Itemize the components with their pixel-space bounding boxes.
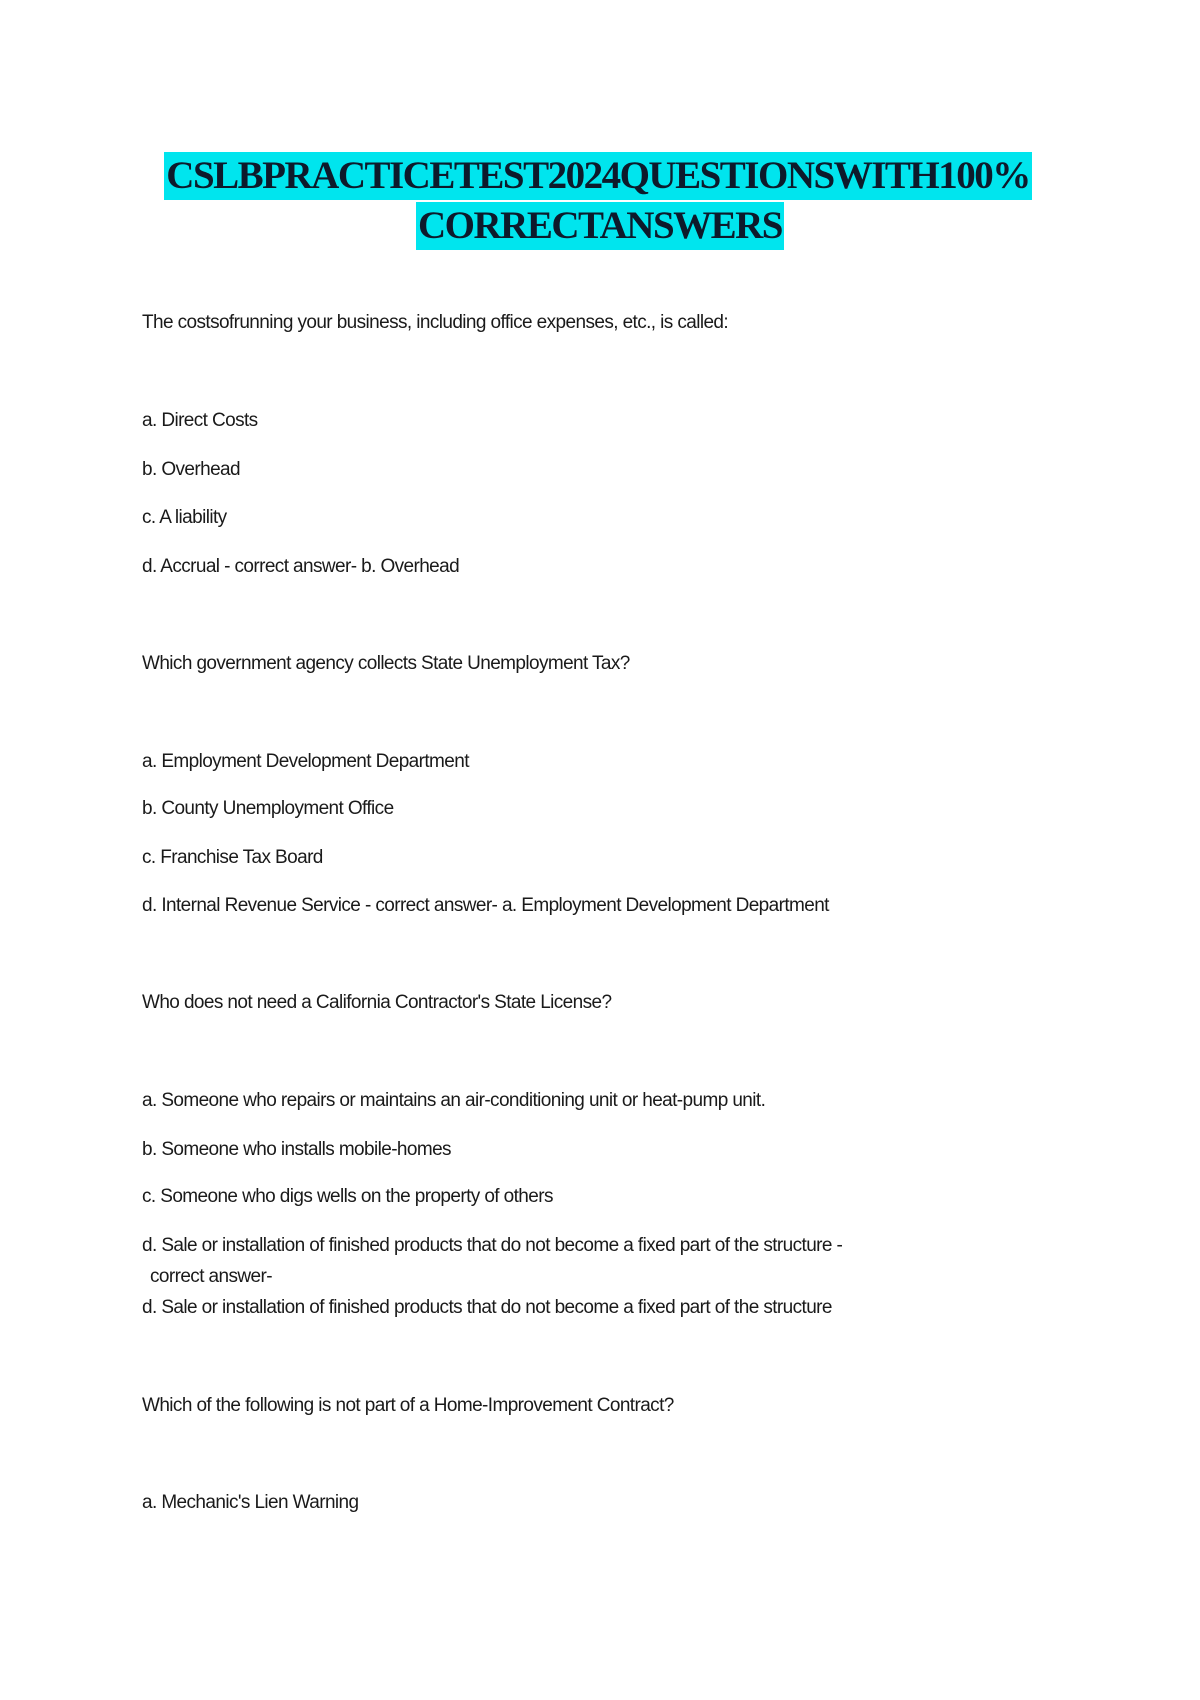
question-2-option-d: d. Internal Revenue Service - correct answer- a. Employment Development Department: [142, 895, 829, 916]
question-3-option-c: c. Someone who digs wells on the property of others: [142, 1186, 553, 1207]
question-1-option-c: c. A liability: [142, 507, 227, 528]
question-3-option-d-line-2: correct answer-: [150, 1266, 272, 1287]
question-1-text: The costsofrunning your business, including office expenses, etc., is called:: [142, 312, 729, 333]
document-title: [0, 152, 1200, 250]
question-4-option-a: a. Mechanic's Lien Warning: [142, 1492, 359, 1513]
question-2-option-c: c. Franchise Tax Board: [142, 847, 323, 868]
question-3-option-d: [142, 1230, 1042, 1323]
question-2-option-a: a. Employment Development Department: [142, 751, 469, 772]
question-4-text: Which of the following is not part of a Home-Improvement Contract?: [142, 1395, 674, 1416]
title-line-2: CORRECTANSWERS: [416, 202, 784, 250]
question-3-option-d-line-1: d. Sale or installation of finished products that do not become a fixed part of the structure -: [142, 1235, 843, 1256]
question-3-option-b: b. Someone who installs mobile-homes: [142, 1139, 451, 1160]
question-3-option-d-line-3: d. Sale or installation of finished products that do not become a fixed part of the structure: [142, 1297, 832, 1318]
question-2-text: Which government agency collects State Unemployment Tax?: [142, 653, 630, 674]
question-2-option-b: b. County Unemployment Office: [142, 798, 394, 819]
question-3-option-a: a. Someone who repairs or maintains an air-conditioning unit or heat-pump unit.: [142, 1090, 766, 1111]
question-1-option-a: a. Direct Costs: [142, 410, 258, 431]
question-1-option-d: d. Accrual - correct answer- b. Overhead: [142, 556, 460, 577]
question-3-text: Who does not need a California Contractor's State License?: [142, 992, 612, 1013]
title-line-1: CSLBPRACTICETEST2024QUESTIONSWITH100%: [164, 152, 1031, 200]
question-1-option-b: b. Overhead: [142, 459, 240, 480]
